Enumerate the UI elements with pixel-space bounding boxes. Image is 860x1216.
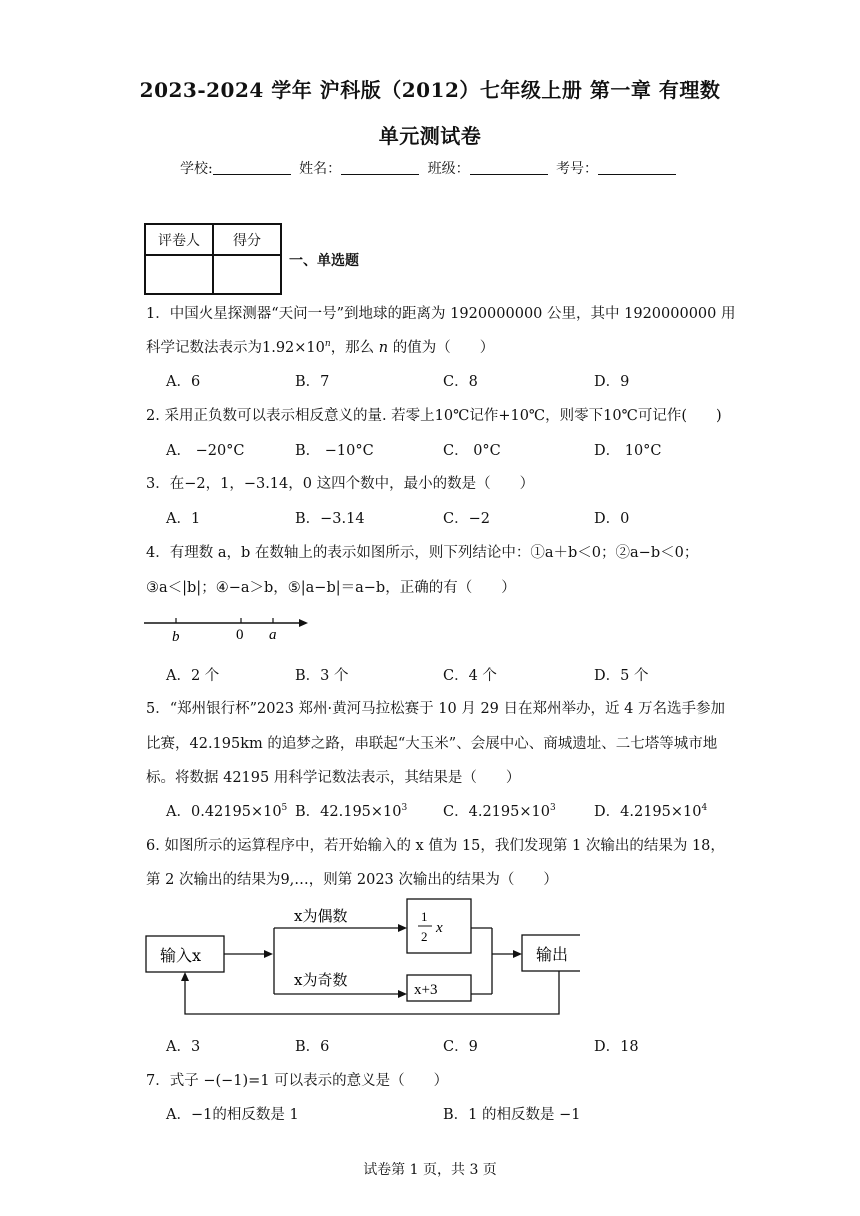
q4-text-line2: ③a＜|b|；④−a＞b，⑤|a−b|＝a−b，正确的有（ ）: [146, 580, 516, 596]
q5-text-line1: 5．“郑州银行杯”2023 郑州·黄河马拉松赛于 10 月 29 日在郑州举办，近 4 万名选手参加: [146, 701, 725, 717]
q5-c-exp: 3: [549, 803, 556, 814]
q5-b-label: B．: [295, 804, 321, 820]
q1-option-c: C．8: [443, 374, 478, 390]
q4-option-c: C．4 个: [443, 668, 497, 684]
q1-text-line2: [146, 336, 494, 357]
q5-c-label: C．: [443, 804, 469, 820]
arrowhead-to-half: [398, 924, 407, 932]
q1-line2-end: 的值为（ ）: [388, 340, 495, 356]
q2-option-a: A． −20°C: [166, 443, 245, 459]
q1-option-d: D．9: [594, 374, 630, 390]
exam-number-blank: [598, 160, 676, 175]
q5-b-exp: 3: [401, 803, 408, 814]
q2-text: 2. 采用正负数可以表示相反意义的量. 若零上10℃记作+10℃，则零下10℃可记作( ): [146, 408, 722, 424]
school-label: 学校:: [179, 161, 213, 177]
q5-a-exp: 5: [281, 803, 288, 814]
q1-text-line1: 1．中国火星探测器“天问一号”到地球的距离为 1920000000 公里，其中 1920000000 用: [146, 306, 736, 322]
q4-option-d: D．5 个: [594, 668, 649, 684]
flowchart-figure: [140, 896, 580, 1020]
q1-variable: n: [378, 340, 389, 356]
half-variable: x: [436, 920, 443, 936]
label-b: b: [172, 629, 180, 645]
q7-text: 7．式子 −(−1)=1 可以表示的意义是（ ）: [146, 1073, 449, 1089]
q3-option-b: B．−3.14: [295, 511, 365, 527]
output-label: 输出: [536, 945, 569, 964]
q6-text-line1: 6. 如图所示的运算程序中，若开始输入的 x 值为 15，我们发现第 1 次输出的结果为 18，: [146, 838, 725, 854]
arrowhead-to-output: [513, 950, 522, 958]
q5-c-base: 4.2195×10: [468, 804, 550, 820]
q1-exponent: n: [324, 339, 331, 350]
name-label: 姓名：: [299, 161, 342, 177]
q5-option-d: [594, 800, 707, 821]
input-label: 输入x: [160, 946, 202, 965]
q5-a-label: A．: [166, 804, 191, 820]
q1-line2-pre: 科学记数法表示为: [146, 340, 262, 356]
section-heading: 一、单选题: [289, 253, 359, 269]
q6-option-b: B．6: [295, 1039, 330, 1055]
score-table: [144, 223, 282, 295]
arrowhead-to-input: [181, 972, 189, 981]
q3-option-a: A．1: [166, 511, 201, 527]
q1-option-b: B．7: [295, 374, 330, 390]
q5-d-exp: 4: [701, 803, 708, 814]
plus3-label: x+3: [414, 982, 438, 998]
student-info-row: [0, 158, 860, 178]
q1-line2-post: ，那么: [330, 340, 379, 356]
q5-d-base: 4.2195×10: [620, 804, 702, 820]
q5-option-c: [443, 800, 556, 821]
q4-text-line1: 4．有理数 a，b 在数轴上的表示如图所示，则下列结论中：①a＋b＜0；②a−b＜0；: [146, 545, 699, 561]
class-blank: [470, 160, 548, 175]
q3-option-c: C．−2: [443, 511, 490, 527]
number-line-arrow: [299, 619, 308, 627]
arrowhead-to-plus3: [398, 990, 407, 998]
q6-text-line2: 第 2 次输出的结果为9,…，则第 2023 次输出的结果为（ ）: [146, 872, 558, 888]
school-blank: [213, 160, 291, 175]
q5-text-line3: 标。将数据 42195 用科学记数法表示，其结果是（ ）: [146, 770, 521, 786]
exam-title-line1: 2023-2024 学年 沪科版（2012）七年级上册 第一章 有理数: [139, 78, 721, 102]
q3-text: 3．在−2，1，−3.14，0 这四个数中，最小的数是（ ）: [146, 476, 535, 492]
name-blank: [341, 160, 419, 175]
q5-option-b: [295, 800, 407, 821]
score-header: 得分: [213, 224, 281, 255]
q5-option-a: [166, 800, 287, 821]
q6-option-c: C．9: [443, 1039, 478, 1055]
class-label: 班级：: [427, 161, 470, 177]
q2-option-b: B． −10°C: [295, 443, 374, 459]
q5-a-base: 0.42195×10: [190, 804, 282, 820]
q6-option-a: A．3: [166, 1039, 201, 1055]
arrowhead-to-split: [264, 950, 273, 958]
q6-option-d: D．18: [594, 1039, 639, 1055]
q5-d-label: D．: [594, 804, 621, 820]
score-cell: [213, 255, 281, 294]
q5-text-line2: 比赛，42.195km 的追梦之路，串联起“大玉米”、会展中心、商城遗址、二七塔等城市地: [146, 736, 718, 752]
q1-sci-expression: 1.92×10: [262, 340, 325, 356]
reviewer-header: 评卷人: [145, 224, 213, 255]
half-denominator: 2: [421, 929, 428, 944]
q2-option-d: D． 10°C: [594, 443, 662, 459]
label-a: a: [269, 627, 277, 643]
number-line-figure: [140, 612, 320, 648]
reviewer-cell: [145, 255, 213, 294]
half-numerator: 1: [421, 909, 428, 924]
q4-option-a: A．2 个: [166, 668, 220, 684]
q4-option-b: B．3 个: [295, 668, 349, 684]
odd-label: x为奇数: [294, 971, 348, 989]
feedback-loop-line: [185, 971, 559, 1014]
q1-option-a: A．6: [166, 374, 201, 390]
q7-option-b: B．1 的相反数是 −1: [443, 1107, 581, 1123]
even-label: x为偶数: [294, 907, 348, 925]
label-zero: 0: [236, 627, 244, 643]
exam-title-line2: 单元测试卷: [378, 124, 482, 148]
q7-option-a: A．−1的相反数是 1: [166, 1107, 299, 1123]
exam-number-label: 考号：: [556, 161, 599, 177]
q2-option-c: C． 0°C: [443, 443, 501, 459]
q5-b-base: 42.195×10: [320, 804, 402, 820]
q3-option-d: D．0: [594, 511, 630, 527]
page-footer: 试卷第 1 页，共 3 页: [363, 1162, 497, 1178]
